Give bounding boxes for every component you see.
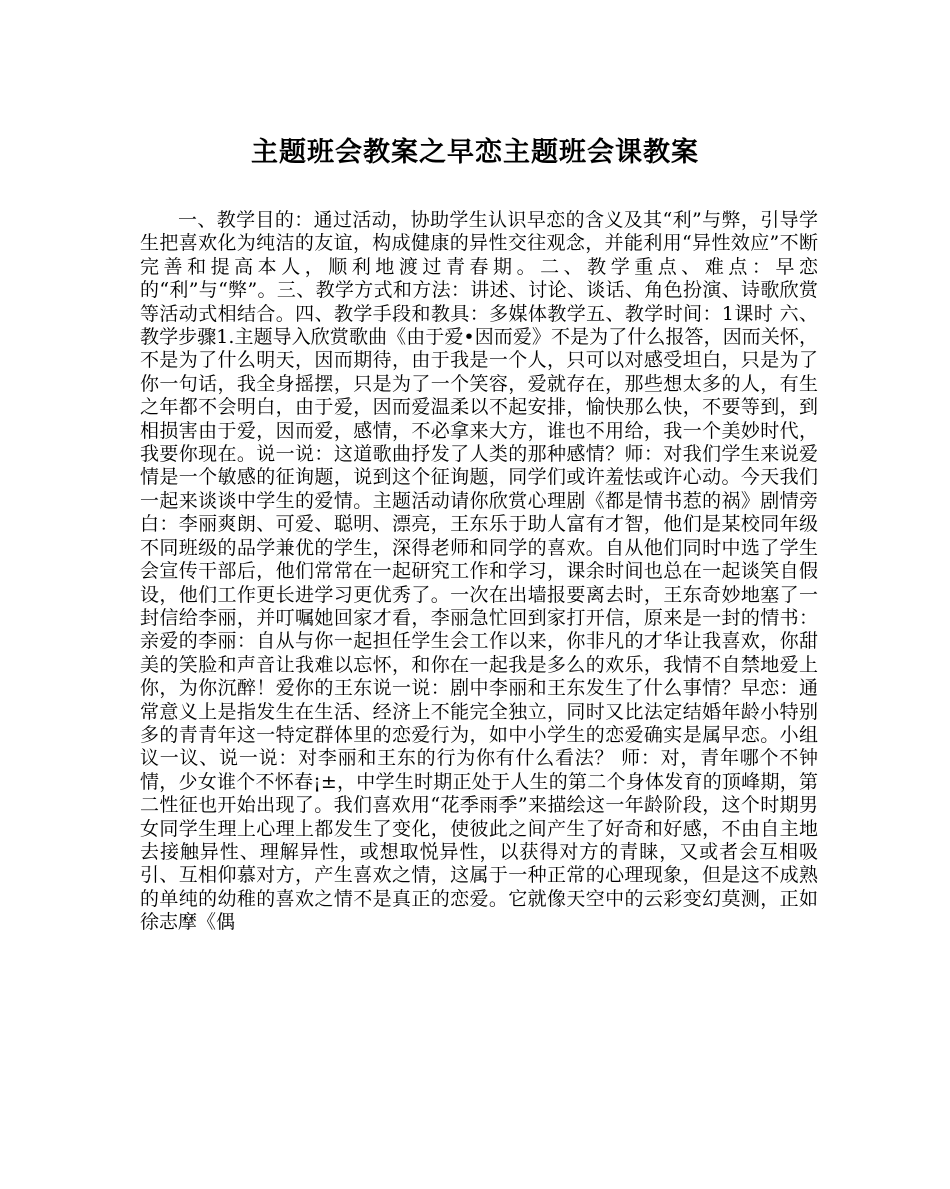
- document-body-paragraph: 一、教学目的：通过活动，协助学生认识早恋的含义及其“利”与弊，引导学生把喜欢化为纯洁的友谊，构成健康的异性交往观念，并能利用“异性效应”不断完善和提高本人，顺利地渡过青春期。二、教学重点、难点：早恋的“利”与“弊”。三、教学方式和方法：讲述、讨论、谈话、角色扮演、诗歌欣赏等活动式相结合。四、教学手段和教具：多媒体教学五、教学时间：1课时 六、教学步骤1.主题导入欣赏歌曲《由于爱•因而爱》不是为了什么报答，因而关怀，不是为了什么明天，因而期待，由于我是一个人，只可以对感受坦白，只是为了你一句话，我全身摇摆，只是为了一个笑容，爱就存在，那些想太多的人，有生之年都不会明白，由于爱，因而爱温柔以不起安排，愉快那么快，不要等到，到相损害由于爱，因而爱，感情，不必拿来大方，谁也不用给，我一个美妙时代，我要你现在。说一说：这道歌曲抒发了人类的那种感情？师：对我们学生来说爱情是一个敏感的征询题，说到这个征询题，同学们或许羞怯或许心动。今天我们一起来谈谈中学生的爱情。主题活动请你欣赏心理剧《都是情书惹的祸》剧情旁白：李丽爽朗、可爱、聪明、漂亮，王东乐于助人富有才智，他们是某校同年级不同班级的品学兼优的学生，深得老师和同学的喜欢。自从他们同时中选了学生会宣传干部后，他们常常在一起研究工作和学习，课余时间也总在一起谈笑自假设，他们工作更长进学习更优秀了。一次在出墙报要离去时，王东奇妙地塞了一封信给李丽，并叮嘱她回家才看，李丽急忙回到家打开信，原来是一封的情书：亲爱的李丽：自从与你一起担任学生会工作以来，你非凡的才华让我喜欢，你甜美的笑脸和声音让我难以忘怀，和你在一起我是多么的欢乐，我情不自禁地爱上你，为你沉醉！爱你的王东说一说：剧中李丽和王东发生了什么事情？早恋：通常意义上是指发生在生活、经济上不能完全独立，同时又比法定结婚年龄小特别多的青青年这一特定群体里的恋爱行为，如中小学生的恋爱确实是属早恋。小组议一议、说一说：对李丽和王东的行为你有什么看法？ 师：对，青年哪个不钟情，少女谁个不怀春¡±，中学生时期正处于人生的第二个身体发育的顶峰期，第二性征也开始出现了。我们喜欢用“花季雨季”来描绘这一年龄阶段，这个时期男女同学生理上心理上都发生了变化，使彼此之间产生了好奇和好感，不由自主地去接触异性、理解异性，或想取悦异性，以获得对方的青睐，又或者会互相吸引、互相仰慕对方，产生喜欢之情，这属于一种正常的心理现象，但是这不成熟的单纯的幼稚的喜欢之情不是真正的恋爱。它就像天空中的云彩变幻莫测，正如徐志摩《偶: [140, 209, 818, 934]
- document-title: 主题班会教案之早恋主题班会课教案: [251, 137, 699, 168]
